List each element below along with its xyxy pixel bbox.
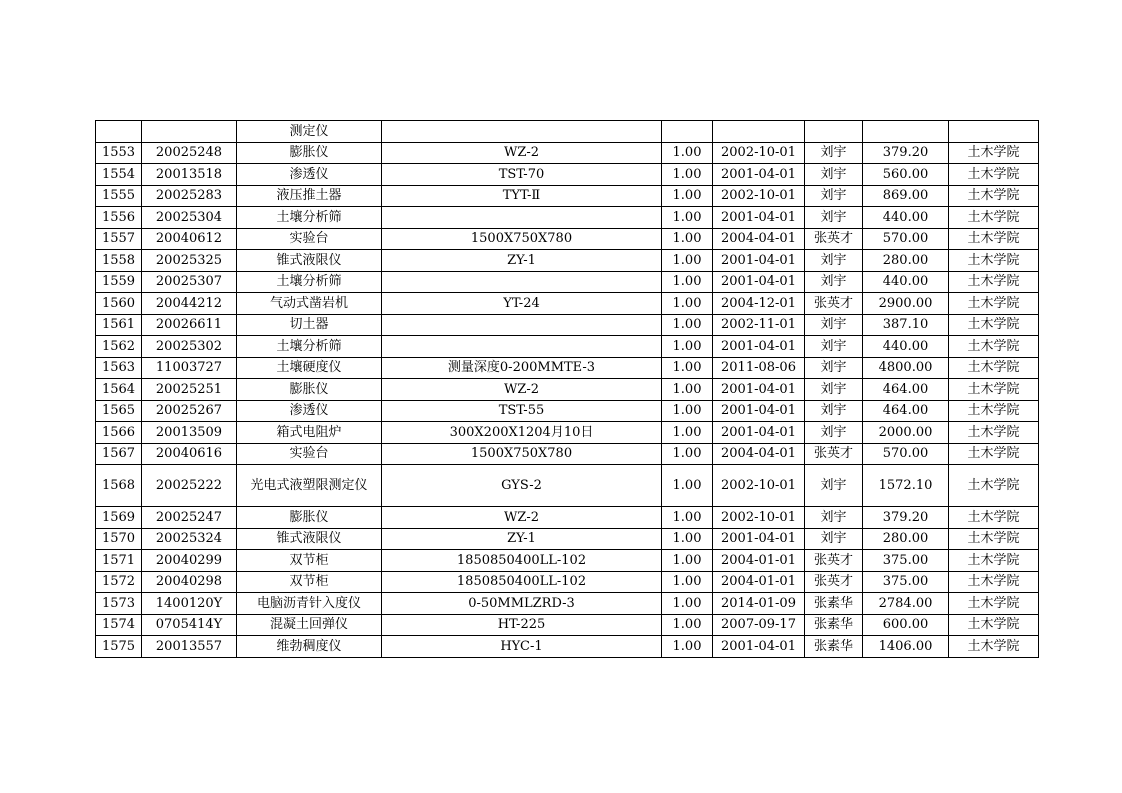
cell-custodian: 张英才 <box>805 293 863 315</box>
table-row <box>96 228 1039 250</box>
cell-name: 双节柜 <box>237 550 382 572</box>
cell-model: 1500X750X780 <box>382 443 662 465</box>
cell-asset-code: 20025302 <box>142 336 237 358</box>
cell-asset-code: 20025324 <box>142 528 237 550</box>
cell-price: 869.00 <box>863 185 949 207</box>
cell-custodian: 张素华 <box>805 614 863 636</box>
cell-index: 1562 <box>96 336 142 358</box>
cell-model: 1500X750X780 <box>382 228 662 250</box>
cell-quantity: 1.00 <box>662 379 713 401</box>
table-row <box>96 465 1039 507</box>
cell-index: 1559 <box>96 271 142 293</box>
cell-name: 膨胀仪 <box>237 507 382 529</box>
cell-price: 280.00 <box>863 250 949 272</box>
cell-name: 混凝土回弹仪 <box>237 614 382 636</box>
cell-custodian: 张素华 <box>805 593 863 615</box>
cell-index: 1564 <box>96 379 142 401</box>
cell-price: 4800.00 <box>863 357 949 379</box>
cell-quantity: 1.00 <box>662 142 713 164</box>
cell-model <box>382 336 662 358</box>
cell-price: 375.00 <box>863 550 949 572</box>
cell-quantity: 1.00 <box>662 228 713 250</box>
table-row <box>96 336 1039 358</box>
cell-custodian: 刘宇 <box>805 207 863 229</box>
cell-model: WZ-2 <box>382 142 662 164</box>
cell-model: HYC-1 <box>382 636 662 658</box>
cell-quantity: 1.00 <box>662 507 713 529</box>
cell-model: 1850850400LL-102 <box>382 550 662 572</box>
cell-index: 1560 <box>96 293 142 315</box>
cell-custodian: 刘宇 <box>805 250 863 272</box>
cell-price: 379.20 <box>863 507 949 529</box>
table-row <box>96 400 1039 422</box>
cell-price: 1406.00 <box>863 636 949 658</box>
cell-department: 土木学院 <box>949 550 1039 572</box>
cell-date: 2001-04-01 <box>713 422 805 444</box>
cell-asset-code: 20025267 <box>142 400 237 422</box>
cell-index: 1568 <box>96 465 142 507</box>
cell-price: 600.00 <box>863 614 949 636</box>
cell-quantity: 1.00 <box>662 164 713 186</box>
cell-asset-code: 20040616 <box>142 443 237 465</box>
cell-date: 2001-04-01 <box>713 336 805 358</box>
cell-quantity: 1.00 <box>662 528 713 550</box>
cell-price: 464.00 <box>863 379 949 401</box>
cell-custodian: 刘宇 <box>805 379 863 401</box>
cell-department: 土木学院 <box>949 636 1039 658</box>
cell-price: 440.00 <box>863 336 949 358</box>
cell-name: 气动式凿岩机 <box>237 293 382 315</box>
cell-price: 570.00 <box>863 228 949 250</box>
cell-asset-code: 20013509 <box>142 422 237 444</box>
cell-department: 土木学院 <box>949 614 1039 636</box>
cell-date: 2001-04-01 <box>713 207 805 229</box>
cell-index: 1575 <box>96 636 142 658</box>
cell-asset-code: 20025304 <box>142 207 237 229</box>
table-row <box>96 507 1039 529</box>
cell-custodian: 张英才 <box>805 571 863 593</box>
cell-date: 2002-10-01 <box>713 142 805 164</box>
cell-asset-code: 20025307 <box>142 271 237 293</box>
cell-quantity: 1.00 <box>662 293 713 315</box>
cell-index: 1574 <box>96 614 142 636</box>
cell-asset-code <box>142 121 237 143</box>
cell-index: 1569 <box>96 507 142 529</box>
cell-name: 渗透仪 <box>237 400 382 422</box>
cell-quantity <box>662 121 713 143</box>
cell-name: 箱式电阻炉 <box>237 422 382 444</box>
cell-name: 液压推土器 <box>237 185 382 207</box>
cell-custodian: 刘宇 <box>805 271 863 293</box>
cell-index: 1553 <box>96 142 142 164</box>
equipment-table <box>95 120 1039 658</box>
cell-department: 土木学院 <box>949 571 1039 593</box>
cell-quantity: 1.00 <box>662 357 713 379</box>
cell-custodian: 刘宇 <box>805 314 863 336</box>
cell-model: GYS-2 <box>382 465 662 507</box>
cell-department: 土木学院 <box>949 357 1039 379</box>
cell-model: YT-24 <box>382 293 662 315</box>
cell-date: 2001-04-01 <box>713 271 805 293</box>
cell-model: 0-50MMLZRD-3 <box>382 593 662 615</box>
cell-date: 2014-01-09 <box>713 593 805 615</box>
cell-date: 2001-04-01 <box>713 250 805 272</box>
cell-model <box>382 121 662 143</box>
cell-quantity: 1.00 <box>662 465 713 507</box>
cell-department: 土木学院 <box>949 422 1039 444</box>
cell-asset-code: 0705414Y <box>142 614 237 636</box>
cell-quantity: 1.00 <box>662 336 713 358</box>
cell-asset-code: 11003727 <box>142 357 237 379</box>
cell-department: 土木学院 <box>949 465 1039 507</box>
table-row <box>96 636 1039 658</box>
cell-custodian: 刘宇 <box>805 357 863 379</box>
cell-department <box>949 121 1039 143</box>
cell-department: 土木学院 <box>949 336 1039 358</box>
cell-quantity: 1.00 <box>662 207 713 229</box>
table-row <box>96 614 1039 636</box>
cell-model: 1850850400LL-102 <box>382 571 662 593</box>
table-row-continued <box>96 121 1039 143</box>
cell-price: 2000.00 <box>863 422 949 444</box>
cell-model: TST-55 <box>382 400 662 422</box>
cell-asset-code: 20025248 <box>142 142 237 164</box>
cell-index: 1565 <box>96 400 142 422</box>
cell-model <box>382 207 662 229</box>
cell-date: 2004-01-01 <box>713 571 805 593</box>
cell-date: 2004-04-01 <box>713 228 805 250</box>
cell-index: 1554 <box>96 164 142 186</box>
cell-index: 1572 <box>96 571 142 593</box>
cell-date: 2001-04-01 <box>713 164 805 186</box>
cell-quantity: 1.00 <box>662 571 713 593</box>
cell-index: 1567 <box>96 443 142 465</box>
cell-department: 土木学院 <box>949 293 1039 315</box>
cell-quantity: 1.00 <box>662 636 713 658</box>
cell-quantity: 1.00 <box>662 314 713 336</box>
cell-price: 1572.10 <box>863 465 949 507</box>
cell-model <box>382 271 662 293</box>
cell-index: 1561 <box>96 314 142 336</box>
cell-price: 570.00 <box>863 443 949 465</box>
cell-model: TST-70 <box>382 164 662 186</box>
cell-price: 440.00 <box>863 207 949 229</box>
cell-asset-code: 20040298 <box>142 571 237 593</box>
cell-department: 土木学院 <box>949 400 1039 422</box>
cell-name: 光电式液塑限测定仪 <box>237 465 382 507</box>
cell-date: 2002-11-01 <box>713 314 805 336</box>
cell-model <box>382 314 662 336</box>
cell-name: 实验台 <box>237 443 382 465</box>
cell-department: 土木学院 <box>949 185 1039 207</box>
cell-asset-code: 1400120Y <box>142 593 237 615</box>
table-row <box>96 207 1039 229</box>
table-row <box>96 379 1039 401</box>
cell-asset-code: 20025251 <box>142 379 237 401</box>
cell-model: 测量深度0-200MMTE-3 <box>382 357 662 379</box>
cell-quantity: 1.00 <box>662 400 713 422</box>
cell-custodian <box>805 121 863 143</box>
cell-asset-code: 20026611 <box>142 314 237 336</box>
cell-date: 2011-08-06 <box>713 357 805 379</box>
cell-index: 1571 <box>96 550 142 572</box>
cell-custodian: 刘宇 <box>805 142 863 164</box>
table-row <box>96 185 1039 207</box>
cell-custodian: 刘宇 <box>805 185 863 207</box>
cell-name: 土壤硬度仪 <box>237 357 382 379</box>
table-row <box>96 250 1039 272</box>
cell-index: 1555 <box>96 185 142 207</box>
cell-custodian: 刘宇 <box>805 400 863 422</box>
cell-name: 双节柜 <box>237 571 382 593</box>
cell-asset-code: 20040612 <box>142 228 237 250</box>
cell-name: 土壤分析筛 <box>237 271 382 293</box>
table-row <box>96 550 1039 572</box>
cell-model: WZ-2 <box>382 379 662 401</box>
cell-custodian: 刘宇 <box>805 507 863 529</box>
cell-department: 土木学院 <box>949 142 1039 164</box>
table-row <box>96 443 1039 465</box>
table-row <box>96 271 1039 293</box>
cell-department: 土木学院 <box>949 207 1039 229</box>
cell-price: 2900.00 <box>863 293 949 315</box>
table-row <box>96 422 1039 444</box>
cell-name: 土壤分析筛 <box>237 336 382 358</box>
cell-price <box>863 121 949 143</box>
cell-price: 387.10 <box>863 314 949 336</box>
cell-quantity: 1.00 <box>662 593 713 615</box>
cell-name: 膨胀仪 <box>237 379 382 401</box>
cell-name: 维勃稠度仪 <box>237 636 382 658</box>
cell-department: 土木学院 <box>949 271 1039 293</box>
cell-name: 膨胀仪 <box>237 142 382 164</box>
cell-name: 实验台 <box>237 228 382 250</box>
cell-asset-code: 20013557 <box>142 636 237 658</box>
cell-price: 379.20 <box>863 142 949 164</box>
cell-department: 土木学院 <box>949 528 1039 550</box>
table-body <box>96 121 1039 658</box>
cell-date: 2004-04-01 <box>713 443 805 465</box>
cell-date: 2002-10-01 <box>713 185 805 207</box>
table-row <box>96 314 1039 336</box>
cell-name: 渗透仪 <box>237 164 382 186</box>
cell-quantity: 1.00 <box>662 250 713 272</box>
cell-price: 560.00 <box>863 164 949 186</box>
cell-asset-code: 20044212 <box>142 293 237 315</box>
table-row <box>96 571 1039 593</box>
cell-date: 2001-04-01 <box>713 528 805 550</box>
cell-custodian: 刘宇 <box>805 465 863 507</box>
cell-custodian: 刘宇 <box>805 528 863 550</box>
cell-custodian: 张素华 <box>805 636 863 658</box>
cell-quantity: 1.00 <box>662 614 713 636</box>
cell-date: 2007-09-17 <box>713 614 805 636</box>
cell-model: 300X200X1204月10日 <box>382 422 662 444</box>
cell-quantity: 1.00 <box>662 185 713 207</box>
cell-asset-code: 20013518 <box>142 164 237 186</box>
cell-custodian: 张英才 <box>805 550 863 572</box>
cell-index: 1563 <box>96 357 142 379</box>
cell-model: ZY-1 <box>382 250 662 272</box>
table-row <box>96 593 1039 615</box>
cell-quantity: 1.00 <box>662 422 713 444</box>
cell-index: 1570 <box>96 528 142 550</box>
cell-department: 土木学院 <box>949 593 1039 615</box>
cell-index <box>96 121 142 143</box>
cell-asset-code: 20025325 <box>142 250 237 272</box>
cell-custodian: 刘宇 <box>805 336 863 358</box>
cell-quantity: 1.00 <box>662 443 713 465</box>
cell-date: 2004-12-01 <box>713 293 805 315</box>
cell-price: 464.00 <box>863 400 949 422</box>
cell-price: 440.00 <box>863 271 949 293</box>
cell-custodian: 张英才 <box>805 443 863 465</box>
cell-department: 土木学院 <box>949 314 1039 336</box>
cell-quantity: 1.00 <box>662 271 713 293</box>
table-row <box>96 528 1039 550</box>
cell-price: 375.00 <box>863 571 949 593</box>
cell-custodian: 刘宇 <box>805 164 863 186</box>
cell-index: 1557 <box>96 228 142 250</box>
cell-index: 1566 <box>96 422 142 444</box>
cell-model: WZ-2 <box>382 507 662 529</box>
cell-model: TYT-Ⅱ <box>382 185 662 207</box>
cell-date: 2001-04-01 <box>713 400 805 422</box>
table-row <box>96 357 1039 379</box>
cell-department: 土木学院 <box>949 379 1039 401</box>
cell-date: 2002-10-01 <box>713 507 805 529</box>
table-row <box>96 293 1039 315</box>
cell-name: 土壤分析筛 <box>237 207 382 229</box>
cell-department: 土木学院 <box>949 164 1039 186</box>
cell-quantity: 1.00 <box>662 550 713 572</box>
cell-asset-code: 20040299 <box>142 550 237 572</box>
cell-name: 锥式液限仪 <box>237 528 382 550</box>
cell-index: 1573 <box>96 593 142 615</box>
cell-model: ZY-1 <box>382 528 662 550</box>
cell-date <box>713 121 805 143</box>
cell-asset-code: 20025247 <box>142 507 237 529</box>
cell-asset-code: 20025283 <box>142 185 237 207</box>
cell-name: 切土器 <box>237 314 382 336</box>
cell-custodian: 刘宇 <box>805 422 863 444</box>
cell-department: 土木学院 <box>949 250 1039 272</box>
cell-date: 2004-01-01 <box>713 550 805 572</box>
cell-index: 1558 <box>96 250 142 272</box>
cell-name: 锥式液限仪 <box>237 250 382 272</box>
cell-name: 电脑沥青针入度仪 <box>237 593 382 615</box>
cell-department: 土木学院 <box>949 443 1039 465</box>
table-row <box>96 142 1039 164</box>
cell-name: 测定仪 <box>237 121 382 143</box>
table-row <box>96 164 1039 186</box>
cell-date: 2002-10-01 <box>713 465 805 507</box>
cell-model: HT-225 <box>382 614 662 636</box>
cell-date: 2001-04-01 <box>713 636 805 658</box>
cell-price: 280.00 <box>863 528 949 550</box>
cell-index: 1556 <box>96 207 142 229</box>
cell-price: 2784.00 <box>863 593 949 615</box>
cell-asset-code: 20025222 <box>142 465 237 507</box>
cell-date: 2001-04-01 <box>713 379 805 401</box>
cell-department: 土木学院 <box>949 507 1039 529</box>
cell-department: 土木学院 <box>949 228 1039 250</box>
cell-custodian: 张英才 <box>805 228 863 250</box>
